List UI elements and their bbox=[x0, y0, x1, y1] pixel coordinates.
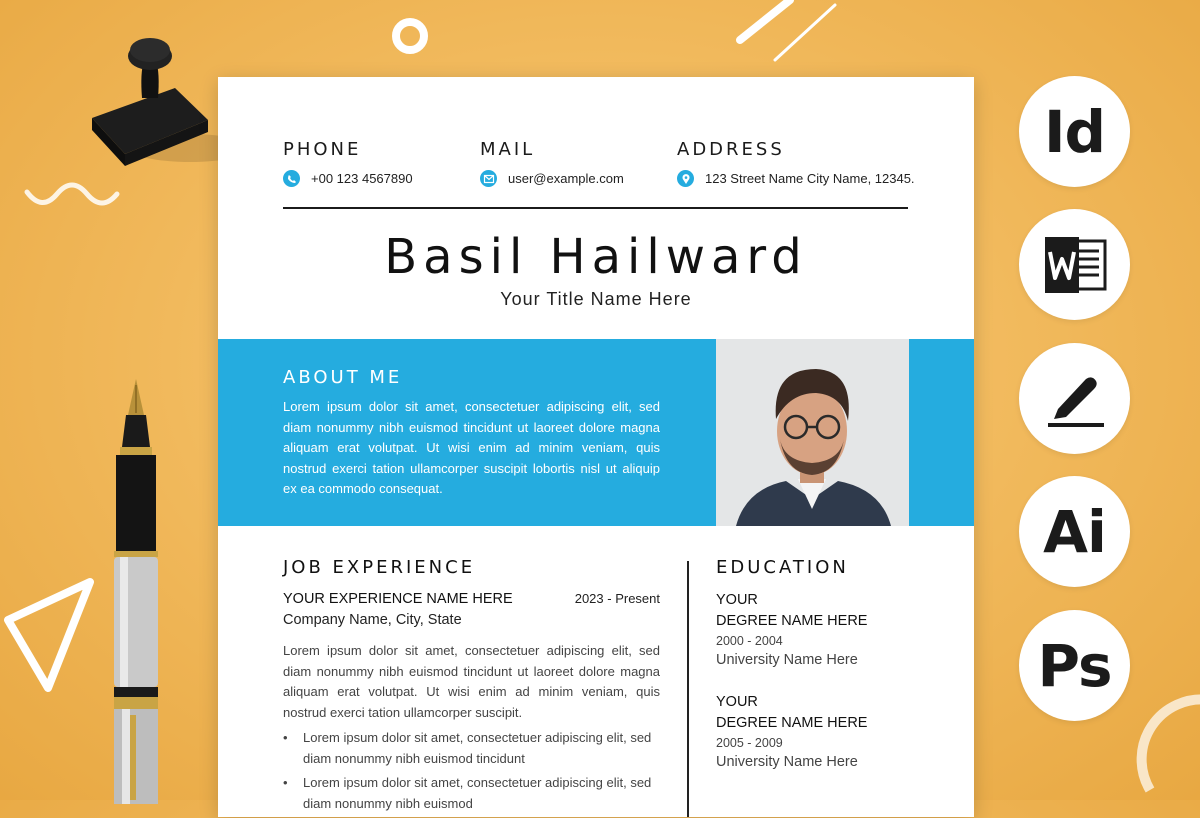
profile-photo bbox=[716, 339, 909, 526]
mail-value: user@example.com bbox=[508, 171, 624, 186]
address-label: ADDRESS bbox=[677, 139, 785, 160]
candidate-name: Basil Hailward bbox=[384, 229, 808, 285]
decorative-triangle-icon bbox=[0, 560, 110, 710]
mail-icon bbox=[480, 170, 497, 187]
contact-mail bbox=[480, 139, 624, 187]
word-badge bbox=[1019, 209, 1130, 320]
education-years: 2005 - 2009 bbox=[716, 736, 783, 750]
pen-edit-icon bbox=[1042, 369, 1108, 429]
about-section bbox=[218, 339, 974, 526]
phone-value: +00 123 4567890 bbox=[311, 171, 413, 186]
phone-label: PHONE bbox=[283, 139, 362, 160]
education-school: University Name Here bbox=[716, 754, 858, 770]
word-icon bbox=[1043, 235, 1107, 295]
about-heading: ABOUT ME bbox=[283, 367, 403, 388]
photoshop-icon: Ps bbox=[1037, 631, 1112, 700]
degree-line-1: YOUR bbox=[716, 694, 758, 710]
contact-phone bbox=[283, 139, 413, 187]
resume-sheet bbox=[218, 77, 974, 817]
degree-line-2: DEGREE NAME HERE bbox=[716, 613, 868, 629]
education-school: University Name Here bbox=[716, 652, 858, 668]
about-text: Lorem ipsum dolor sit amet, consectetuer adipiscing elit, sed diam nonummy nibh euismod tincidunt ut laoreet dolore magna aliquam erat volutpat. Ut wisi enim ad minim veniam, quis nostrud exerci tation ullamcorper suscipit lobortis nisl ut aliquip ex ea commodo consequat. bbox=[283, 399, 660, 496]
education-item bbox=[716, 692, 946, 770]
location-pin-icon bbox=[677, 170, 694, 187]
contact-address bbox=[677, 139, 915, 187]
list-item: • Lorem ipsum dolor sit amet, consectetuer adipiscing elit, sed diam nonummy nibh euismod tincidunt bbox=[283, 728, 660, 769]
header-divider bbox=[283, 207, 908, 209]
education-heading: EDUCATION bbox=[716, 557, 849, 578]
decorative-lines-icon bbox=[730, 0, 840, 70]
illustrator-icon: Ai bbox=[1043, 497, 1106, 566]
degree-line-2: DEGREE NAME HERE bbox=[716, 715, 868, 731]
photoshop-badge bbox=[1019, 610, 1130, 721]
degree-line-1: YOUR bbox=[716, 592, 758, 608]
illustrator-badge bbox=[1019, 476, 1130, 587]
experience-description: Lorem ipsum dolor sit amet, consectetuer adipiscing elit, sed diam nonummy nibh euismod tincidunt ut laoreet dolore magna aliquam erat volutpat. Ut wisi enim ad minim veniam, quis nostrud exerci tation ullamcorper suscipit. bbox=[283, 643, 660, 720]
indesign-badge bbox=[1019, 76, 1130, 187]
education-item bbox=[716, 590, 946, 668]
mail-label: MAIL bbox=[480, 139, 536, 160]
decorative-wave-icon bbox=[22, 180, 122, 214]
candidate-title: Your Title Name Here bbox=[500, 289, 692, 309]
job-experience-heading: JOB EXPERIENCE bbox=[283, 557, 476, 578]
list-item: • Lorem ipsum dolor sit amet, consectetuer adipiscing elit, sed diam nonummy nibh euismod bbox=[283, 773, 660, 814]
address-value: 123 Street Name City Name, 12345. bbox=[705, 171, 915, 186]
fountain-pen-icon bbox=[100, 375, 175, 800]
experience-dates: 2023 - Present bbox=[574, 591, 660, 606]
column-divider bbox=[687, 561, 689, 817]
phone-icon bbox=[283, 170, 300, 187]
pen-badge bbox=[1019, 343, 1130, 454]
education-years: 2000 - 2004 bbox=[716, 634, 783, 648]
experience-bullets bbox=[283, 728, 660, 818]
decorative-arc-icon bbox=[1120, 680, 1200, 800]
indesign-icon: Id bbox=[1043, 97, 1106, 166]
experience-company: Company Name, City, State bbox=[283, 612, 462, 628]
experience-name: YOUR EXPERIENCE NAME HERE bbox=[283, 591, 513, 607]
decorative-circle-icon bbox=[388, 14, 432, 58]
